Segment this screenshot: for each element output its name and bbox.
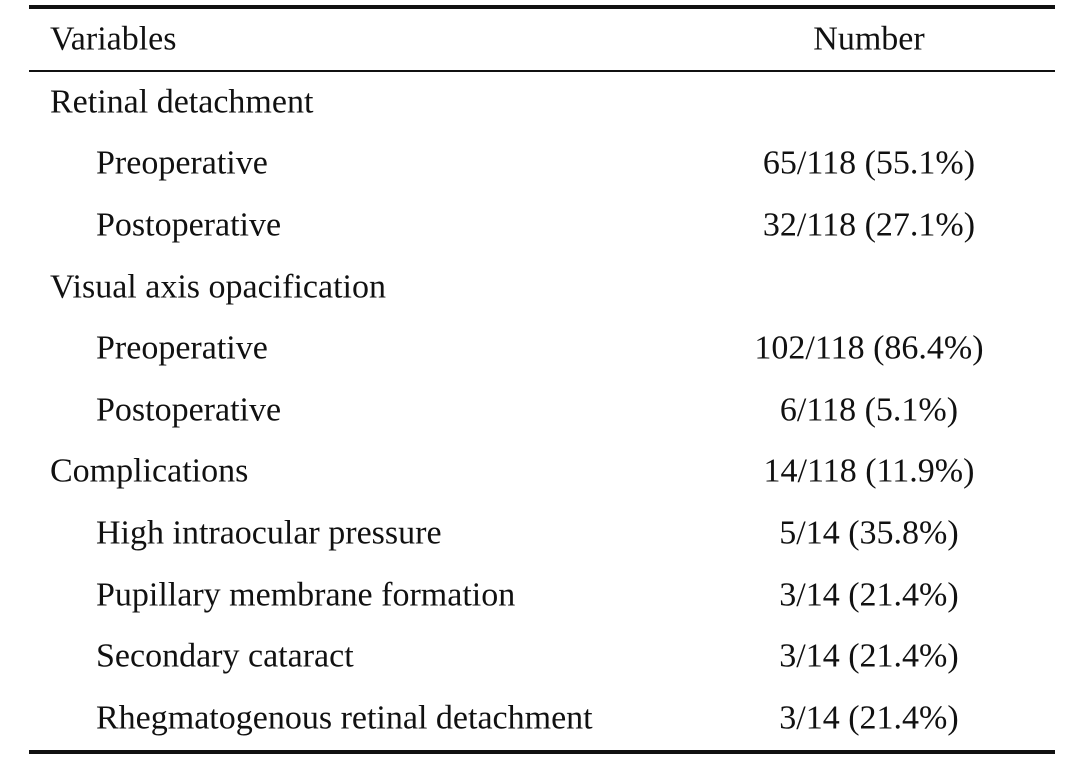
row-sub-label: Preoperative [96, 329, 268, 367]
row-number-value: 3/14 (21.4%) [779, 637, 959, 675]
table-row [29, 565, 1055, 627]
table-bottom-rule [29, 750, 1055, 754]
row-sub-label: Postoperative [96, 206, 282, 244]
row-group-label: Visual axis opacification [50, 267, 386, 305]
table-row [29, 134, 1055, 196]
row-group-label: Retinal detachment [50, 83, 314, 121]
row-number-value: 6/118 (5.1%) [779, 391, 959, 429]
header-variables: Variables [50, 19, 177, 57]
table-body [29, 72, 1055, 750]
table-row [29, 257, 1055, 319]
table-row [29, 195, 1055, 257]
row-sub-label: Preoperative [96, 144, 268, 182]
row-sub-label: Rhegmatogenous retinal detachment [96, 699, 593, 737]
table-row [29, 688, 1055, 750]
table-row [29, 503, 1055, 565]
table-row [29, 380, 1055, 442]
row-number-value: 3/14 (21.4%) [779, 699, 959, 737]
table-row [29, 626, 1055, 688]
row-number-value: 65/118 (55.1%) [762, 144, 976, 182]
row-sub-label: Postoperative [96, 391, 282, 429]
table-header-row [29, 9, 1055, 70]
table-row [29, 72, 1055, 134]
row-group-label: Complications [50, 452, 249, 490]
row-sub-label: High intraocular pressure [96, 514, 442, 552]
data-table [29, 5, 1055, 754]
row-sub-label: Pupillary membrane formation [96, 575, 516, 613]
header-number: Number [813, 19, 925, 57]
row-number-value: 5/14 (35.8%) [779, 514, 959, 552]
row-number-value: 3/14 (21.4%) [779, 575, 959, 613]
table-row [29, 318, 1055, 380]
row-sub-label: Secondary cataract [96, 637, 354, 675]
row-number-value: 32/118 (27.1%) [762, 206, 976, 244]
row-number-value: 14/118 (11.9%) [763, 452, 975, 490]
row-number-value: 102/118 (86.4%) [754, 329, 984, 367]
table-row [29, 442, 1055, 504]
